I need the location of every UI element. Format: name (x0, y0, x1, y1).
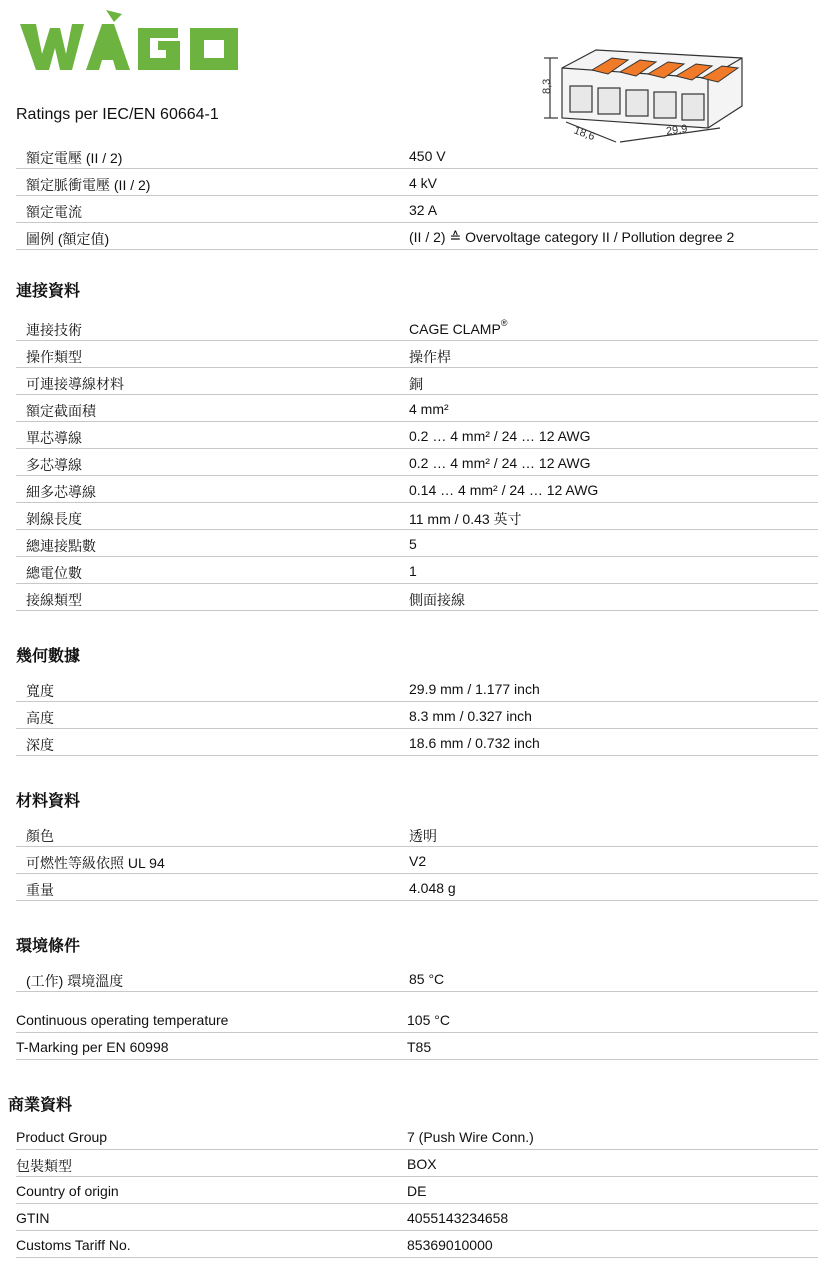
width-dimension: 29,9 (665, 122, 689, 138)
row-label: 接線類型 (26, 592, 82, 608)
connection-row (16, 584, 818, 611)
row-value: V2 (409, 853, 427, 869)
row-value: CAGE CLAMP® (409, 318, 508, 337)
row-value: 105 °C (407, 1012, 450, 1028)
row-value: 銅 (409, 376, 423, 392)
environment-row (16, 1033, 818, 1060)
row-label: 深度 (26, 737, 54, 753)
row-label: T-Marking per EN 60998 (16, 1039, 169, 1055)
commercial-row (16, 1150, 818, 1177)
row-value: 4 kV (409, 175, 438, 191)
connection-row (16, 314, 818, 341)
section-title-commercial: 商業資料 (8, 1097, 73, 1114)
row-value: 8.3 mm / 0.327 inch (409, 708, 532, 724)
row-value: 5 (409, 536, 417, 552)
connection-row (16, 395, 818, 422)
material-row (16, 847, 818, 874)
row-value: 18.6 mm / 0.732 inch (409, 735, 540, 751)
environment-row (16, 965, 818, 992)
row-label: 操作類型 (26, 349, 82, 365)
commercial-row (16, 1123, 818, 1150)
row-label: 高度 (26, 710, 54, 726)
connection-row (16, 557, 818, 584)
connection-row (16, 341, 818, 368)
row-label: 總連接點數 (26, 538, 96, 554)
row-label: 額定電壓 (II / 2) (26, 150, 123, 166)
row-value: 4055143234658 (407, 1210, 509, 1226)
row-value: 0.2 … 4 mm² / 24 … 12 AWG (409, 428, 591, 444)
registered-mark: ® (500, 318, 508, 328)
environment-row (16, 1006, 818, 1033)
row-label: Customs Tariff No. (16, 1237, 131, 1253)
connection-row (16, 476, 818, 503)
rating-row (16, 169, 818, 196)
row-label: 可燃性等級依照 UL 94 (26, 855, 165, 871)
rating-row (16, 223, 818, 250)
row-value: (II / 2) ≙ Overvoltage category II / Pollution degree 2 (409, 229, 735, 245)
row-label: 細多芯導線 (26, 484, 96, 500)
row-value: 450 V (409, 148, 446, 164)
row-label: Continuous operating temperature (16, 1012, 229, 1028)
connection-row (16, 503, 818, 530)
row-label: 寬度 (26, 683, 54, 699)
row-label: 剝線長度 (26, 511, 82, 527)
row-label: 連接技術 (26, 322, 82, 338)
rating-row (16, 142, 818, 169)
row-label: 額定脈衝電壓 (II / 2) (26, 177, 151, 193)
row-value: 0.2 … 4 mm² / 24 … 12 AWG (409, 455, 591, 471)
row-value: 側面接線 (409, 592, 465, 608)
geometry-row (16, 675, 818, 702)
row-value: BOX (407, 1156, 437, 1172)
row-label: 顏色 (26, 828, 54, 844)
connection-row (16, 530, 818, 557)
row-value: 1 (409, 563, 417, 579)
connection-row (16, 368, 818, 395)
material-row (16, 820, 818, 847)
connection-row (16, 449, 818, 476)
section-title-environment: 環境條件 (16, 938, 81, 955)
section-title-material: 材料資料 (16, 793, 81, 810)
depth-dimension: 18,6 (572, 124, 597, 144)
ratings-title: Ratings per IEC/EN 60664-1 (16, 106, 219, 123)
row-value: 7 (Push Wire Conn.) (407, 1129, 534, 1145)
row-value: 85369010000 (407, 1237, 493, 1253)
row-value: 85 °C (409, 971, 445, 987)
row-label: 圖例 (額定值) (26, 231, 110, 247)
row-value: 操作桿 (409, 349, 451, 365)
row-label: 可連接導線材料 (26, 376, 124, 392)
row-label: 額定電流 (26, 204, 82, 220)
row-label: 包裝類型 (16, 1158, 72, 1174)
connection-row (16, 422, 818, 449)
row-label: (工作) 環境溫度 (26, 973, 124, 989)
commercial-row (16, 1231, 818, 1258)
commercial-row (16, 1204, 818, 1231)
connector-drawing (536, 38, 746, 150)
height-dimension: 8,3 (541, 78, 553, 94)
row-label: 額定截面積 (26, 403, 96, 419)
rating-row (16, 196, 818, 223)
row-label: Country of origin (16, 1183, 119, 1199)
geometry-row (16, 702, 818, 729)
row-label: 總電位數 (26, 565, 82, 581)
section-title-geometry: 幾何數據 (16, 648, 81, 665)
row-value: 32 A (409, 202, 438, 218)
row-value: T85 (407, 1039, 432, 1055)
row-label: 重量 (26, 882, 54, 898)
row-value: 11 mm / 0.43 英寸 (409, 511, 522, 527)
section-title-connection: 連接資料 (16, 283, 81, 300)
row-value: 4 mm² (409, 401, 449, 417)
material-row (16, 874, 818, 901)
row-label: Product Group (16, 1129, 108, 1145)
row-value: DE (407, 1183, 427, 1199)
wago-logo (14, 10, 244, 76)
row-label: 單芯導線 (26, 430, 82, 446)
row-label: 多芯導線 (26, 457, 82, 473)
row-value: 29.9 mm / 1.177 inch (409, 681, 540, 697)
row-value: 4.048 g (409, 880, 456, 896)
row-value: 0.14 … 4 mm² / 24 … 12 AWG (409, 482, 599, 498)
row-value: 透明 (409, 828, 437, 844)
geometry-row (16, 729, 818, 756)
commercial-row (16, 1177, 818, 1204)
row-label: GTIN (16, 1210, 50, 1226)
